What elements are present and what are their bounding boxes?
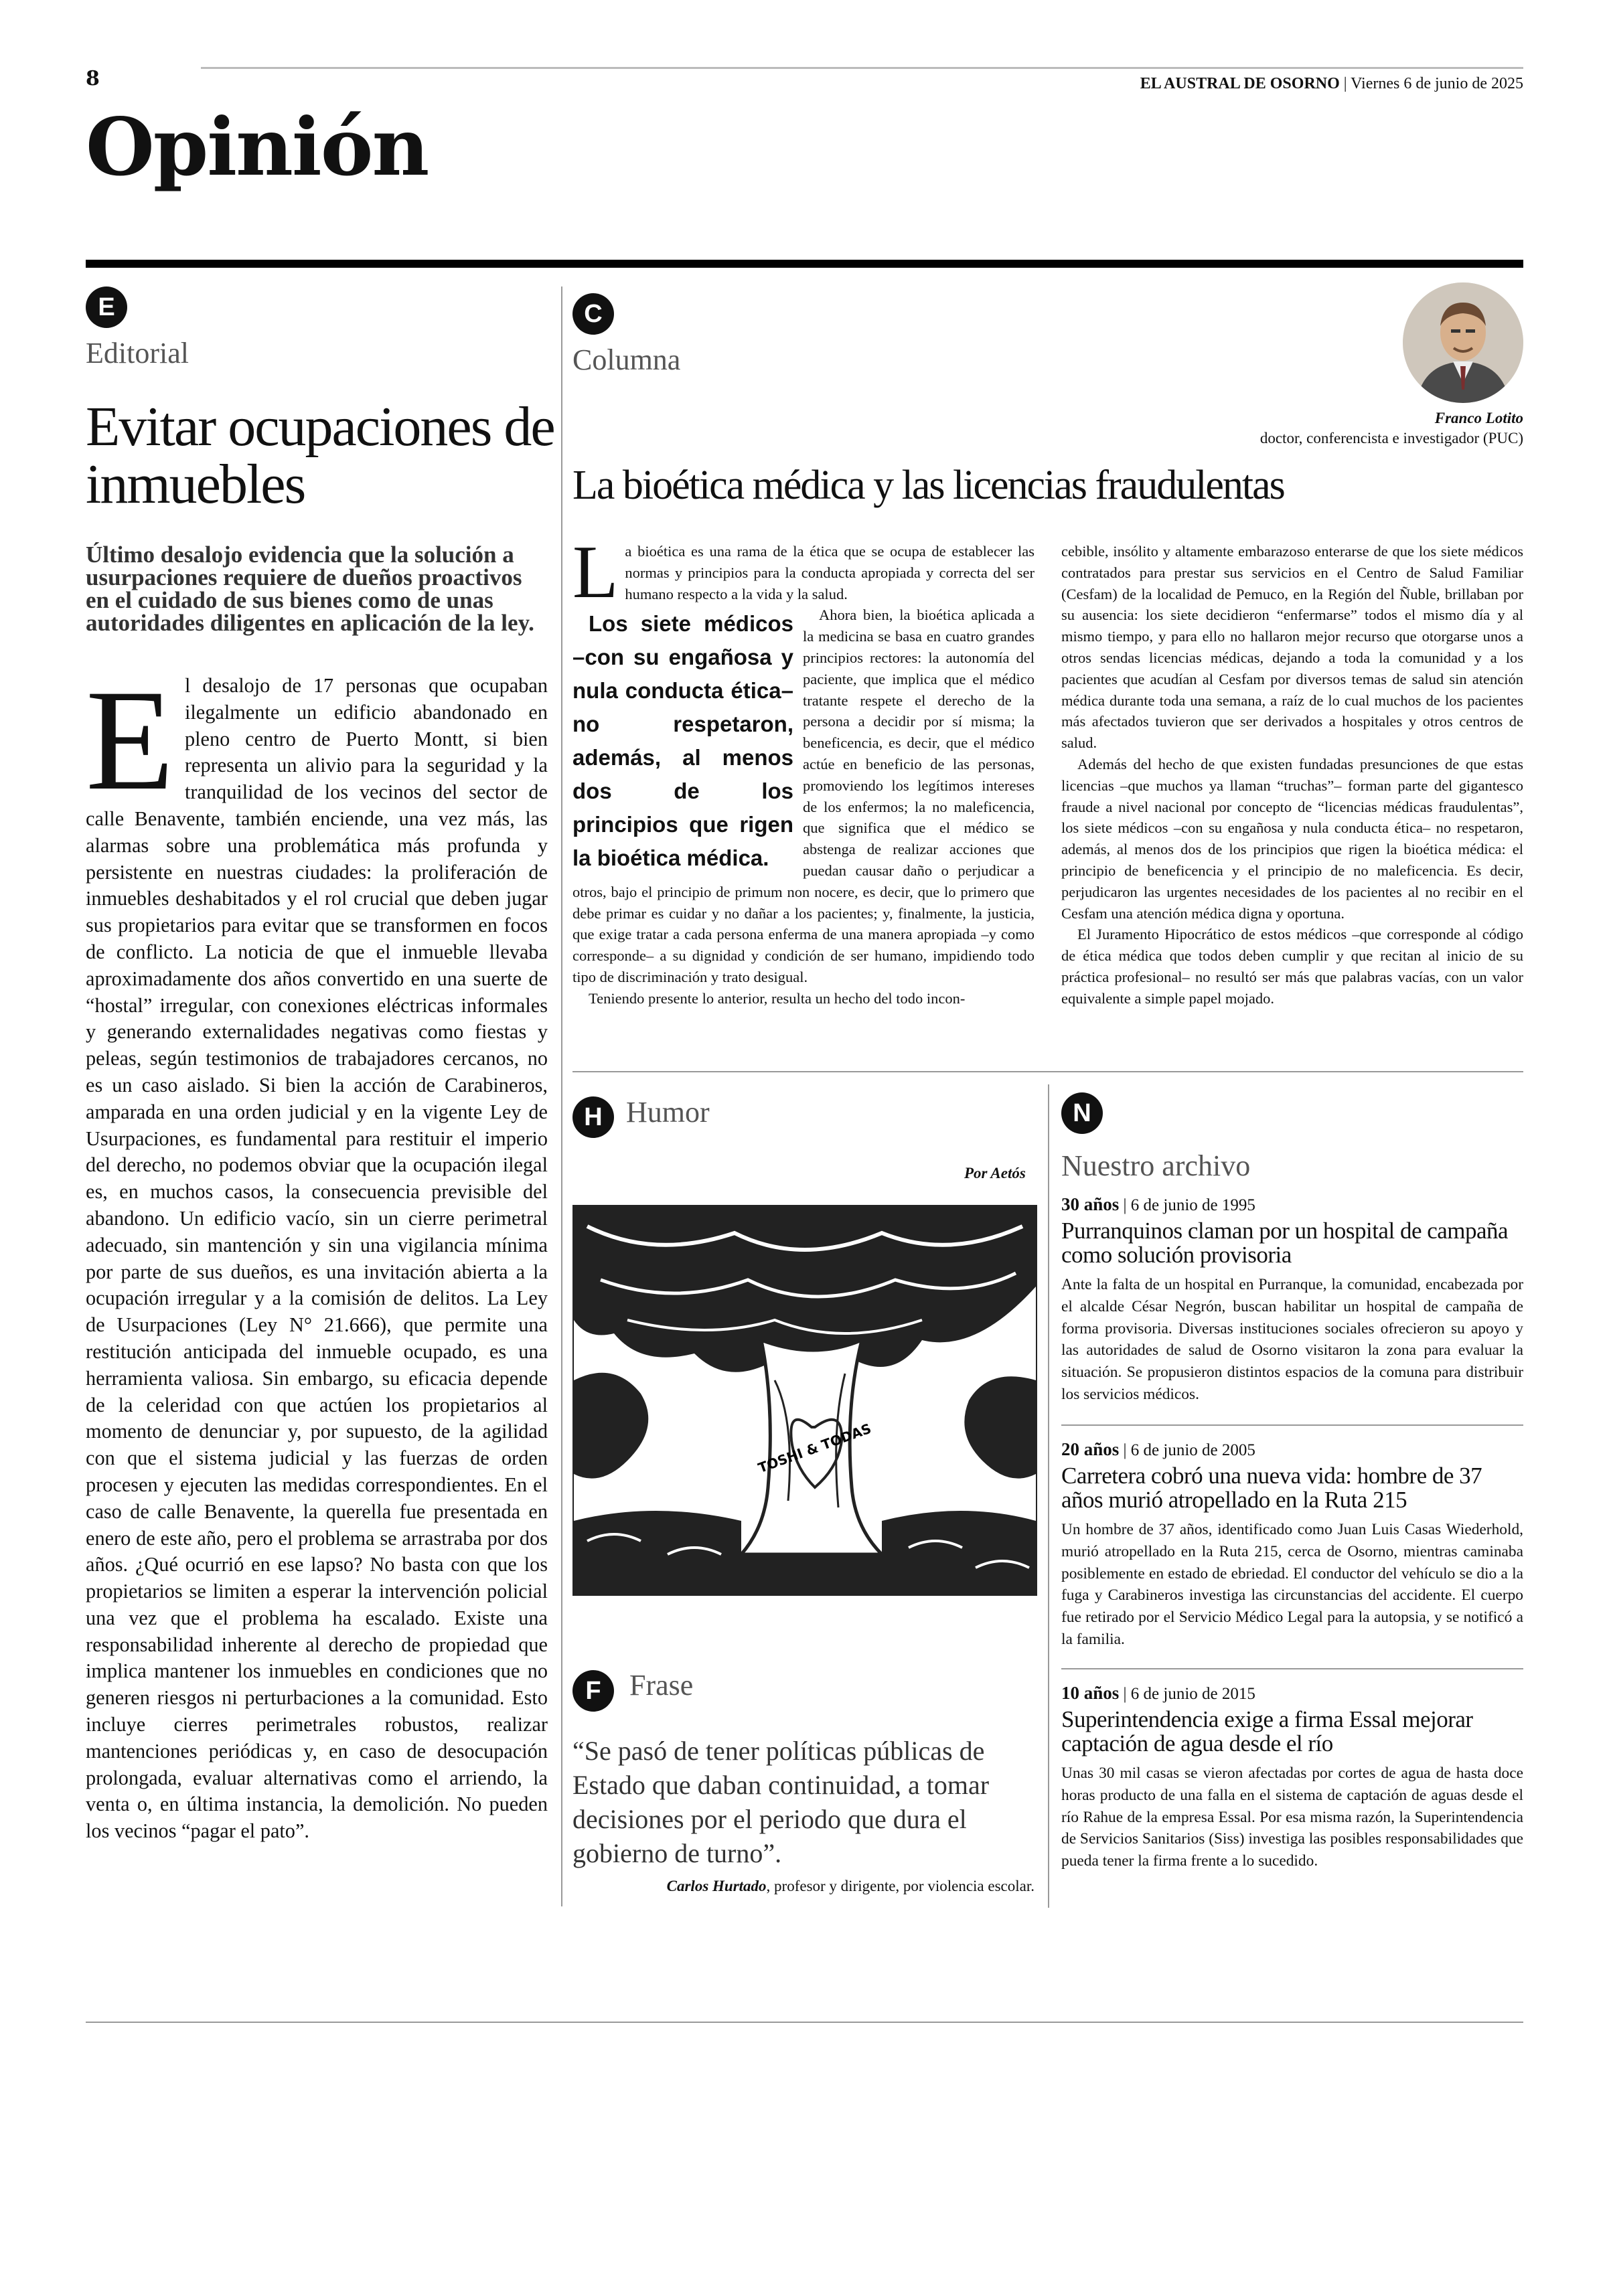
- column-body-part-2: [1061, 541, 1523, 1009]
- archivo-body: Ante la falta de un hospital en Purranque, la comunidad, encabezada por el alcalde César Negrón, buscan habilitar un hospital de campaña de forma provisoria. Diversas instituciones sociales ofrecieron su apoyo y las autoridades de salud de Osorno visitaron la zona para evaluar la situación. Se propusieron distintos espacios de la comuna para distribuir los servicios médicos.: [1061, 1276, 1523, 1403]
- column-paragraph: a bioética es una rama de la ética que se ocupa de establecer las normas y principios para la conducta apropiada y correcta del ser humano respecto a la vida y la salud.: [625, 543, 1035, 602]
- pull-quote: Los siete médicos –con su engañosa y nula conducta ética– no respetaron, además, al menos dos de los principios que rigen la bioética médica.: [572, 611, 793, 871]
- editorial-body: [86, 660, 548, 1845]
- humor-kicker: Humor: [626, 1096, 710, 1129]
- editorial-lede: Último desalojo evidencia que la solución a usurpaciones requiere de dueños proactivos en el cuidado de sus bienes como de unas autoridades diligentes en aplicación de la ley.: [86, 542, 534, 636]
- archivo-date: | 6 de junio de 2015: [1123, 1685, 1255, 1703]
- humor-cartoon: [572, 1205, 1037, 1596]
- frase-kicker: Frase: [629, 1669, 694, 1702]
- archivo-body: Un hombre de 37 años, identificado como Juan Luis Casas Wiederhold, murió atropellado en la Ruta 215, cerca de Osorno, mientras caminaba posiblemente en estado de ebriedad. El conductor del vehículo se dio a la fuga y Carabineros investiga las circunstancias del accidente. El cuerpo fue retirado por el Servicio Médico Legal para la autopsia, y se notificó a la familia.: [1061, 1521, 1523, 1648]
- editorial-text: l desalojo de 17 personas que ocupaban ilegalmente un edificio abandonado en pleno centro de Puerto Montt, si bien representa un alivio para la seguridad y la tranquilidad de los vecinos del sector de calle Benavente, también enciende, una vez más, las alarmas sobre una problemática más profunda y persistente en nuestras ciudades: la proliferación de inmuebles deshabitados y el rol crucial que deben jugar sus propietarios para evitar que se transformen en focos de conflicto. La noticia de que el inmueble llevaba aproximadamente dos años convertido en una suerte de “hostal” irregular, con conexiones eléctricas informales y generando externalidades negativas como fiestas y peleas, según testimonios de trabajadores cercanos, no es un caso aislado. Si bien la acción de Carabineros, amparada en una orden judicial y en la vigente Ley de Usurpaciones, es fundamental para restituir el imperio del derecho, no podemos obviar que la ocupación ilegal es, en muchos casos, la consecuencia previsible del abandono. Un edificio vacío, sin un cierre perimetral adecuado, sin mantención y sin una vigilancia mínima por parte de sus dueños, es una invitación abierta a la ocupación irregular y a la comisión de delitos. La Ley de Usurpaciones (Ley N° 21.666), que permite una restitución anticipada del inmueble ocupado, es una herramienta valiosa. Sin embargo, su eficacia depende de la celeridad con que actúen los propietarios al momento de denunciar y, por supuesto, de la agilidad con que el sistema judicial y las fuerzas de orden procesen y ejecuten las medidas correspondientes. En el caso de calle Benavente, la querella fue presentada en enero de este año, pero el problema se arrastraba por dos años. ¿Qué ocurrió en ese lapso? No basta con que los propietarios se limiten a esperar la intervención policial una vez que el problema ha escalado. Existe una responsabilidad inherente al derecho de propiedad que implica mantener los inmuebles en condiciones que no generen riesgos ni perturbaciones a la comunidad. Esto incluye cierres perimetrales robustos, realizar mantenciones periódicas y, en caso de desocupación prolongada, evaluar alternativas como el arriendo, la venta o, en última instancia, la demolición. No pueden los vecinos “pagar el pato”.: [86, 674, 548, 1843]
- column-divider-right: [1048, 1084, 1049, 1908]
- archivo-years: 10 años: [1061, 1683, 1120, 1703]
- archivo-title: Purranquinos claman por un hospital de campaña como solución provisoria: [1061, 1218, 1509, 1268]
- frase-author: Carlos Hurtado: [666, 1878, 767, 1894]
- archivo-years: 20 años: [1061, 1439, 1120, 1459]
- author-role: doctor, conferencista e investigador (PUC): [1259, 430, 1523, 446]
- publication-name: EL AUSTRAL DE OSORNO: [1140, 75, 1340, 92]
- page-number: 8: [86, 67, 100, 90]
- section-title: Opinión: [86, 100, 429, 193]
- archivo-years: 30 años: [1061, 1194, 1120, 1214]
- column-bottom-divider: [572, 1071, 1523, 1072]
- publication-date: Viernes 6 de junio de 2025: [1351, 75, 1523, 92]
- frase-quote: “Se pasó de tener políticas públicas de Estado que daban continuidad, a tomar decisiones por el periodo que dura el gobierno de turno”.: [572, 1736, 990, 1868]
- bottom-divider: [86, 2022, 1523, 2023]
- frase-attribution: [572, 1878, 1035, 1895]
- masthead-separator: |: [1343, 75, 1351, 92]
- column-badge: C: [572, 293, 614, 335]
- archivo-body: Unas 30 mil casas se vieron afectadas por cortes de agua de hasta doce horas producto de una falla en el sistema de captación de aguas desde el río Rahue de la empresa Essal. Por esa misma razón, la Superintendencia de Servicios Sanitarios (Siss) investiga las posibles responsabilidades que pueda tener la firma frente a lo sucedido.: [1061, 1765, 1523, 1870]
- column-drop-cap: L: [572, 531, 619, 614]
- humor-badge: H: [572, 1096, 614, 1138]
- archivo-item: [1061, 1194, 1523, 1406]
- archivo-item: [1061, 1439, 1523, 1651]
- archivo-divider: [1061, 1424, 1523, 1426]
- section-rule: [86, 260, 1523, 268]
- column-divider-left: [561, 286, 562, 1906]
- archivo-divider: [1061, 1668, 1523, 1669]
- editorial-title: Evitar ocupaciones de inmuebles: [86, 396, 554, 515]
- archivo-date: | 6 de junio de 2005: [1123, 1441, 1255, 1459]
- archivo-title: Carretera cobró una nueva vida: hombre de 37 años murió atropellado en la Ruta 215: [1061, 1463, 1482, 1513]
- column-paragraph: El Juramento Hipocrático de estos médicos –que corresponde al código de ética médica que todos deben cumplir y que recitan al inicio de su práctica profesional– no resultó ser más que palabras vacías, con un valor equivalente a simple papel mojado.: [1061, 926, 1523, 1007]
- archivo-date: | 6 de junio de 1995: [1123, 1196, 1255, 1214]
- column-kicker: Columna: [572, 343, 681, 376]
- editorial-drop-cap: E: [86, 660, 174, 820]
- masthead: [1140, 75, 1523, 93]
- top-divider: [201, 67, 1523, 69]
- tree-cartoon-icon: [574, 1206, 1036, 1594]
- author-photo: [1403, 282, 1523, 403]
- archivo-item: [1061, 1683, 1523, 1872]
- column-body-part-1: [572, 531, 1035, 1009]
- column-paragraph: cebible, insólito y altamente embarazoso enterarse de que los siete médicos contratados para prestar sus servicios en el Centro de Salud Familiar (Cesfam) de la localidad de Pemuco, en la Región del Ñuble, brillaban por su ausencia: los siete decidieron “enfermarse” todos el mismo día y al mismo tiempo, y para ello no hallaron mejor recurso que otorgarse unos a otros sendas licencias médicas, dejando a toda la comunidad y a los pacientes que acudían al Cesfam por diversos temas de salud sin atención médica durante toda una semana, a raíz de lo cual muchos de los pacientes más afectados tuvieron que ser derivados a hospitales y otros centros de salud.: [1061, 543, 1523, 752]
- editorial-kicker: Editorial: [86, 337, 189, 370]
- frase-author-role: , profesor y dirigente, por violencia escolar.: [766, 1878, 1035, 1894]
- editorial-badge: E: [86, 286, 127, 328]
- archivo-title: Superintendencia exige a firma Essal mejorar captación de agua desde el río: [1061, 1706, 1473, 1756]
- humor-byline: Por Aetós: [964, 1165, 1026, 1181]
- tree-carving-text: TOSHI & TODAS: [755, 1420, 874, 1477]
- column-paragraph: Ahora bien, la bioética aplicada a la medicina se basa en cuatro grandes principios rectores: la autonomía del paciente, que implica que el médico tratante respete el derecho de la persona a decidir por sí misma; la beneficencia, es decir, que el médico actúe en beneficio de las personas, promoviendo los legítimos intereses de los enfermos; la no maleficencia, que significa que el médico se abstenga de realizar acciones que puedan causar daño o perjudicar a otros, bajo el principio de primum non nocere, es decir, que lo primero que debe primar es cuidar y no dañar a los pacientes; y, finalmente, la justicia, que exige tratar a cada persona enferma de una manera apropiada –y como corresponde– a su dignidad y condición de ser humano, impidiendo todo tipo de discriminación y trato desigual.: [572, 606, 1035, 985]
- author-portrait-icon: [1403, 282, 1523, 403]
- column-title: La bioética médica y las licencias fraudulentas: [572, 463, 1284, 508]
- archivo-kicker: Nuestro archivo: [1061, 1149, 1251, 1182]
- archivo-badge: N: [1061, 1092, 1103, 1134]
- author-name: Franco Lotito: [1434, 410, 1523, 426]
- frase-badge: F: [572, 1670, 614, 1712]
- column-paragraph: Teniendo presente lo anterior, resulta un hecho del todo incon-: [589, 989, 966, 1007]
- column-paragraph: Además del hecho de que existen fundadas presunciones de que estas licencias –que muchos ya llaman “truchas”– forman parte del gigantesco fraude a nivel nacional por concepto de “licencias médicas fraudulentas”, los siete médicos –con su engañosa y nula conducta ética– no respetaron, además, al menos dos de los principios que rigen la bioética médica: el principio de beneficencia y el principio de no maleficencia. Es decir, perjudicaron las urgentes necesidades de los pacientes al no recibir en el Cesfam una atención médica digna y oportuna.: [1061, 755, 1523, 922]
